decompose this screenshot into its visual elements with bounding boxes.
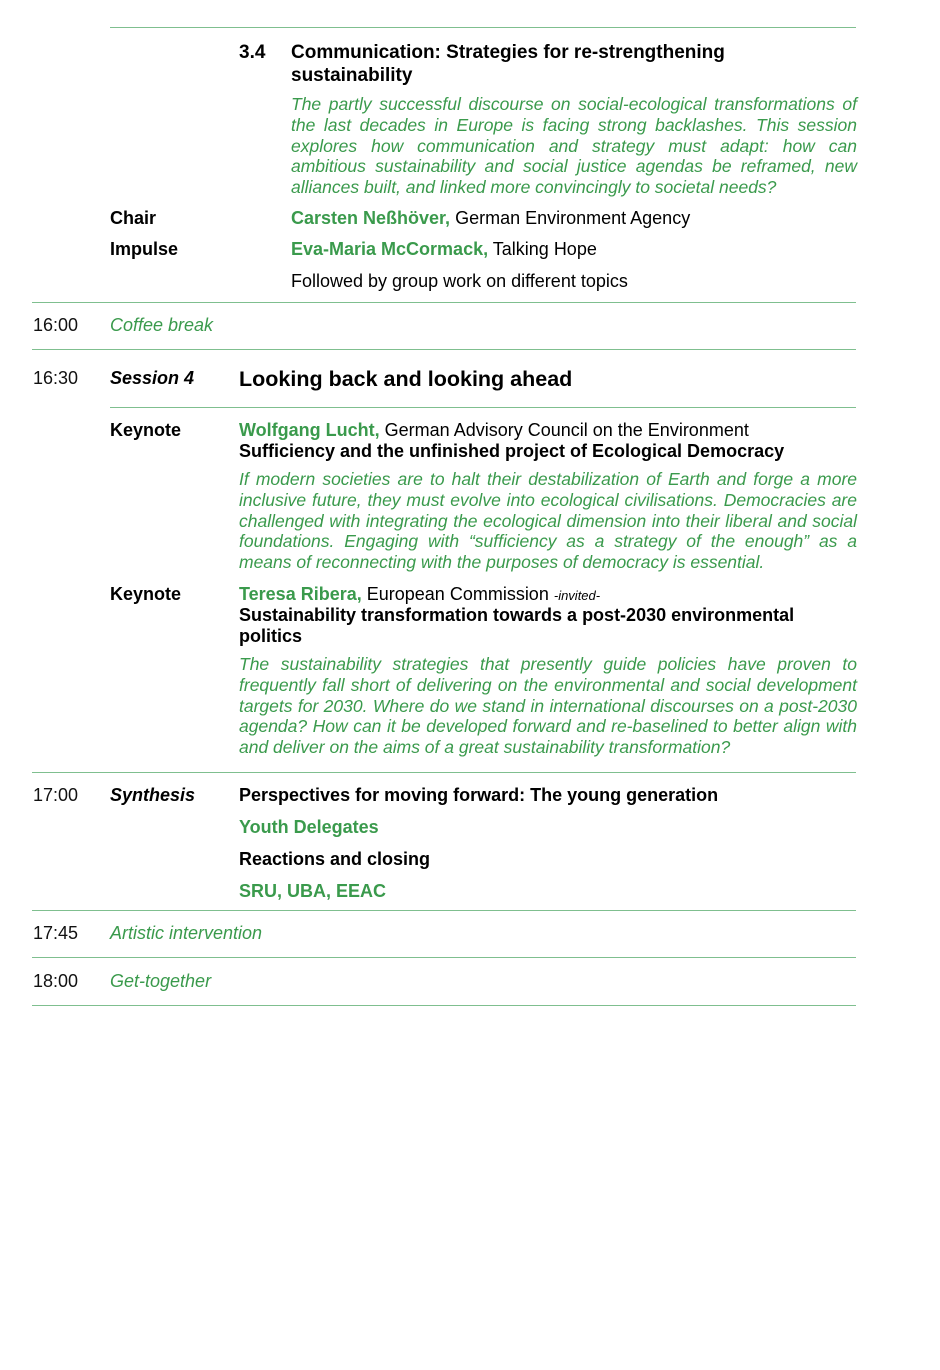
chair-name: Carsten Neßhöver, <box>291 208 451 228</box>
time-session-4: 16:30 <box>33 368 79 388</box>
divider <box>32 302 856 303</box>
divider <box>32 349 856 350</box>
chair-org: German Environment Agency <box>455 208 691 228</box>
followup-text: Followed by group work on different topics <box>291 271 628 291</box>
keynote-2-speaker <box>239 584 600 606</box>
keynote-1-label: Keynote <box>110 420 182 440</box>
keynote-2-org: European Commission <box>366 584 549 604</box>
synthesis-item-1: Perspectives for moving forward: The young generation <box>239 785 719 805</box>
time-coffee: 16:00 <box>33 315 79 335</box>
synthesis-item-2: Reactions and closing <box>239 849 431 869</box>
keynote-2-title: Sustainability transformation towards a post-2030 environmental politics <box>239 605 795 646</box>
time-artistic: 17:45 <box>33 923 79 943</box>
synthesis-item-2-by: SRU, UBA, EEAC <box>239 881 387 901</box>
gettogether-label: Get-together <box>110 971 212 991</box>
time-synthesis: 17:00 <box>33 785 79 805</box>
divider <box>32 1005 856 1006</box>
keynote-1-speaker <box>239 420 749 441</box>
session-title: Communication: Strategies for re-strengthening sustainability <box>291 42 725 86</box>
keynote-2-name: Teresa Ribera, <box>239 584 362 604</box>
session-4-label: Session 4 <box>110 368 195 388</box>
keynote-2-description: The sustainability strategies that presently guide policies have proven to frequently fall short of delivering on the environmental and social development targets for 2030. Where do we stand in international discourses on a post-2030 agenda? How can it be developed forward and re-baselined to better align with and deliver on the aims of a great sustainability transformation? <box>239 654 857 758</box>
synthesis-item-1-by: Youth Delegates <box>239 817 379 837</box>
session-4-title: Looking back and looking ahead <box>239 367 573 391</box>
impulse-org: Talking Hope <box>492 239 597 259</box>
keynote-2-label: Keynote <box>110 584 182 604</box>
divider <box>110 407 856 408</box>
artistic-intervention-label: Artistic intervention <box>110 923 263 943</box>
chair-line <box>291 208 690 229</box>
keynote-1-org: German Advisory Council on the Environment <box>384 420 749 440</box>
keynote-1-name: Wolfgang Lucht, <box>239 420 380 440</box>
keynote-1-description: If modern societies are to halt their destabilization of Earth and forge a more inclusive future, they must evolve into ecological civilisations. Democracies are challenged with integrating the ecological dimension into their liberal and social foundations. Engaging with “sufficiency as a strategy of the enough” as a means of reconnecting with the purposes of democracy is essential. <box>239 469 857 573</box>
divider <box>32 910 856 911</box>
impulse-name: Eva-Maria McCormack, <box>291 239 489 259</box>
coffee-break-label: Coffee break <box>110 315 214 335</box>
session-number: 3.4 <box>239 42 266 63</box>
keynote-1-title: Sufficiency and the unfinished project of Ecological Democracy <box>239 441 785 461</box>
divider <box>32 772 856 773</box>
session-description: The partly successful discourse on social-ecological transformations of the last decades in Europe is facing strong backlashes. This session explores how communication and strategy must adapt: how can ambitious sustainability and social justice agendas be reframed, new alliances built, and linked more convincingly to societal needs? <box>291 94 857 198</box>
keynote-2-note: -invited- <box>553 588 601 603</box>
impulse-label: Impulse <box>110 239 179 259</box>
divider <box>110 27 856 28</box>
chair-label: Chair <box>110 208 157 228</box>
divider <box>32 957 856 958</box>
impulse-line <box>291 239 597 260</box>
time-gettogether: 18:00 <box>33 971 79 991</box>
synthesis-label: Synthesis <box>110 785 196 805</box>
